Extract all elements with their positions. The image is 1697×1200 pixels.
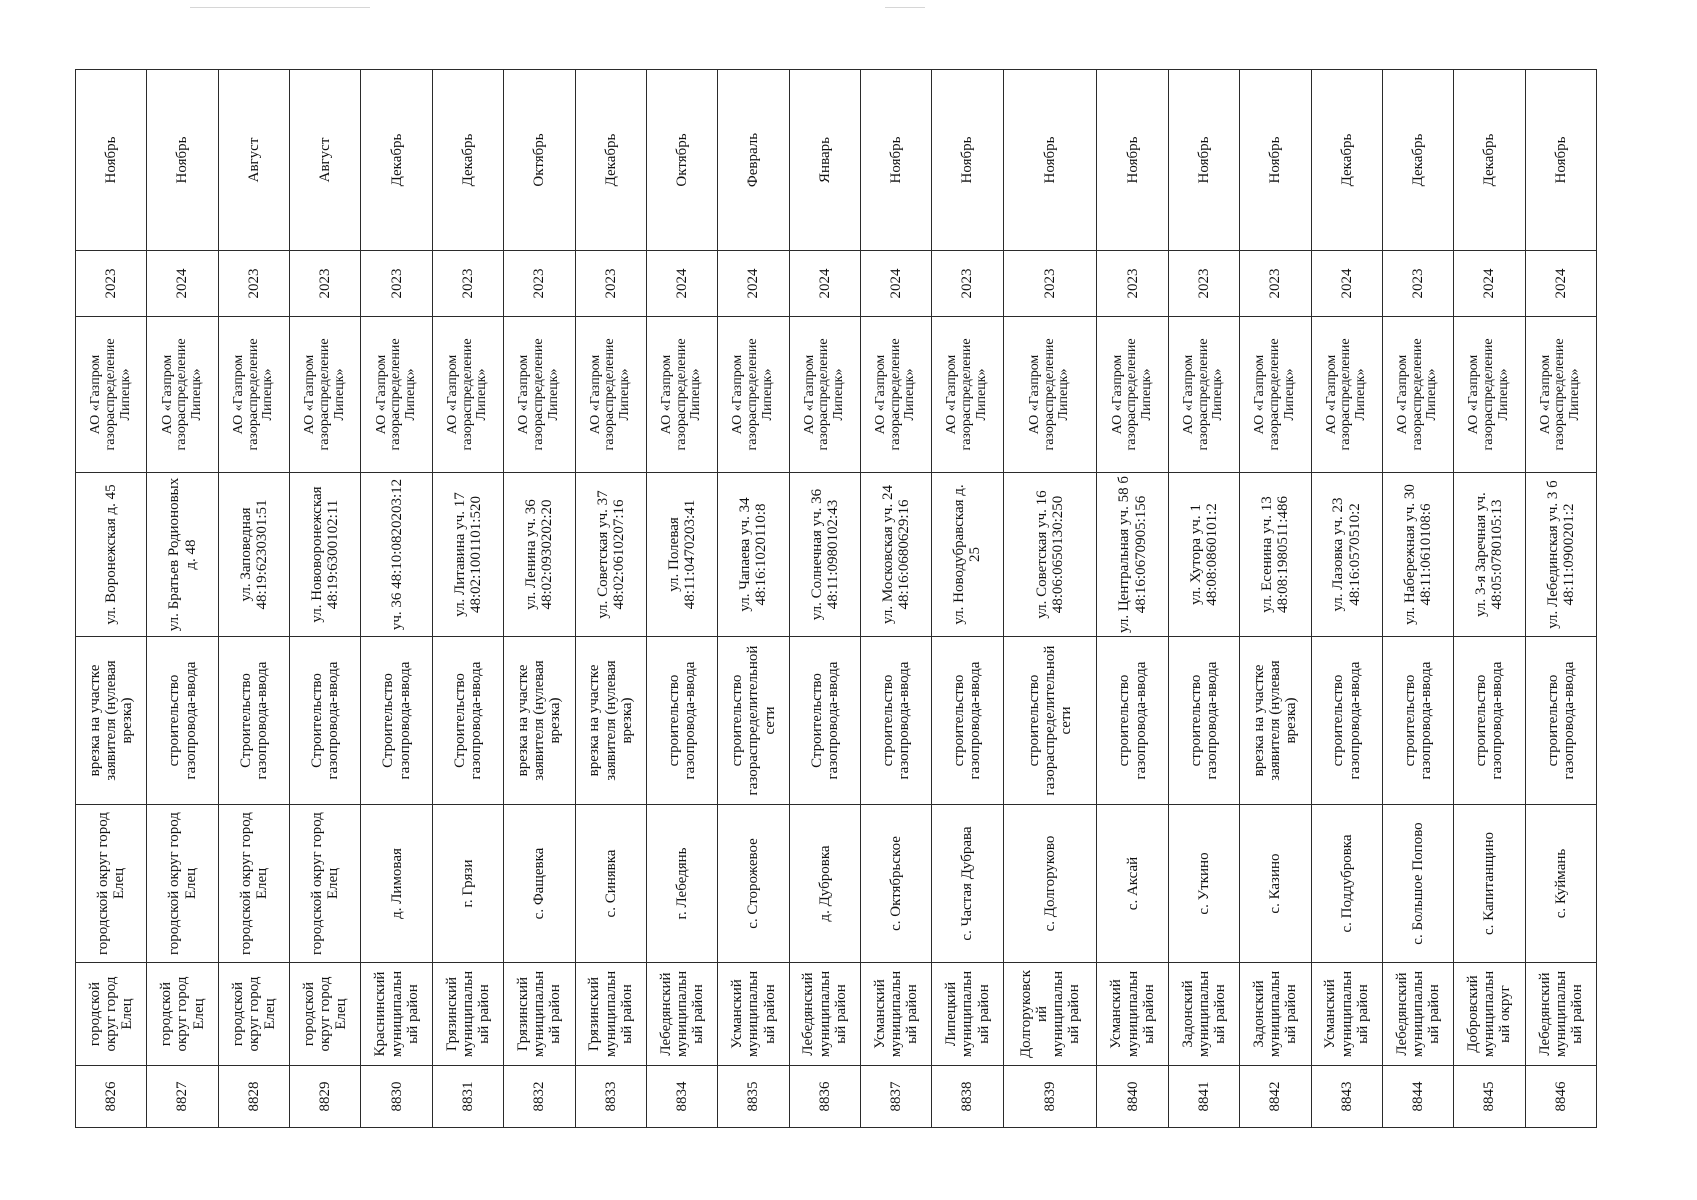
address-cell: ул. Литавина уч. 17 48:02:1001101:520 — [432, 473, 503, 637]
work-type-cell: врезка на участке заявителя (нулевая врезка) — [76, 637, 147, 805]
table-row — [1240, 70, 1311, 1128]
organization-cell: АО «Газпром газораспределение Липецк» — [361, 317, 432, 473]
work-type-cell: строительство газопровода-ввода — [147, 637, 218, 805]
work-type-cell: Строительство газопровода-ввода — [432, 637, 503, 805]
address-cell: ул. Лазовка уч. 23 48:16:0570510:2 — [1311, 473, 1382, 637]
table-row — [361, 70, 432, 1128]
work-type-cell: врезка на участке заявителя (нулевая врезка) — [504, 637, 575, 805]
address-cell: ул. 3-я Заречная уч. 48:05:0780105:13 — [1454, 473, 1525, 637]
district-cell: Краснинский муниципальный район — [361, 963, 432, 1066]
table-row — [860, 70, 931, 1128]
district-cell: Грязинский муниципальный район — [432, 963, 503, 1066]
address-cell: ул. Московская уч. 24 48:16:0680629:16 — [860, 473, 931, 637]
address-cell: ул. Ленина уч. 36 48:02:0930202:20 — [504, 473, 575, 637]
month-cell: Декабрь — [1454, 70, 1525, 251]
district-cell: городской округ город Елец — [290, 963, 361, 1066]
work-type-cell: врезка на участке заявителя (нулевая врезка) — [1240, 637, 1311, 805]
organization-cell: АО «Газпром газораспределение Липецк» — [1382, 317, 1453, 473]
address-cell: ул. Советская уч. 16 48:06:0650130:250 — [1003, 473, 1097, 637]
district-cell: Грязинский муниципальный район — [575, 963, 646, 1066]
year-cell: 2023 — [1240, 251, 1311, 317]
work-type-cell: строительство газопровода-ввода — [1168, 637, 1239, 805]
address-cell: ул. Полевая 48:11:0470203:41 — [646, 473, 717, 637]
table-row — [1003, 70, 1097, 1128]
address-cell: ул. Братьев Родионовых д. 48 — [147, 473, 218, 637]
row-number-cell: 8827 — [147, 1066, 218, 1128]
address-cell: ул. Воронежская д. 45 — [76, 473, 147, 637]
month-cell: Ноябрь — [1168, 70, 1239, 251]
locality-cell: г. Грязи — [432, 805, 503, 963]
organization-cell: АО «Газпром газораспределение Липецк» — [1454, 317, 1525, 473]
table-body — [76, 70, 1597, 1128]
locality-cell: с. Октябрьское — [860, 805, 931, 963]
year-cell: 2023 — [575, 251, 646, 317]
row-number-cell: 8843 — [1311, 1066, 1382, 1128]
district-cell: Лебедянский муниципальный район — [646, 963, 717, 1066]
district-cell: Липецкий муниципальный район — [932, 963, 1003, 1066]
row-number-cell: 8845 — [1454, 1066, 1525, 1128]
work-type-cell: строительство газопровода-ввода — [646, 637, 717, 805]
year-cell: 2024 — [860, 251, 931, 317]
locality-cell: д. Дубровка — [789, 805, 860, 963]
month-cell: Декабрь — [432, 70, 503, 251]
table-row — [76, 70, 147, 1128]
year-cell: 2024 — [1454, 251, 1525, 317]
month-cell: Ноябрь — [1097, 70, 1168, 251]
organization-cell: АО «Газпром газораспределение Липецк» — [432, 317, 503, 473]
table-row — [1454, 70, 1525, 1128]
organization-cell: АО «Газпром газораспределение Липецк» — [646, 317, 717, 473]
row-number-cell: 8830 — [361, 1066, 432, 1128]
year-cell: 2023 — [76, 251, 147, 317]
month-cell: Ноябрь — [932, 70, 1003, 251]
row-number-cell: 8826 — [76, 1066, 147, 1128]
year-cell: 2023 — [932, 251, 1003, 317]
month-cell: Ноябрь — [1525, 70, 1596, 251]
row-number-cell: 8838 — [932, 1066, 1003, 1128]
work-type-cell: Строительство газопровода-ввода — [789, 637, 860, 805]
locality-cell: городской округ город Елец — [290, 805, 361, 963]
work-type-cell: строительство газопровода-ввода — [860, 637, 931, 805]
table-row — [646, 70, 717, 1128]
address-cell: ул. Солнечная уч. 36 48:11:0980102:43 — [789, 473, 860, 637]
locality-cell: с. Капитанщино — [1454, 805, 1525, 963]
organization-cell: АО «Газпром газораспределение Липецк» — [76, 317, 147, 473]
table-row — [1525, 70, 1596, 1128]
organization-cell: АО «Газпром газораспределение Липецк» — [718, 317, 789, 473]
locality-cell: с. Казино — [1240, 805, 1311, 963]
month-cell: Январь — [789, 70, 860, 251]
year-cell: 2024 — [718, 251, 789, 317]
work-type-cell: Строительство газопровода-ввода — [361, 637, 432, 805]
work-type-cell: строительство газораспределительной сети — [718, 637, 789, 805]
work-type-cell: Строительство газопровода-ввода — [290, 637, 361, 805]
table-row — [290, 70, 361, 1128]
year-cell: 2024 — [1311, 251, 1382, 317]
address-cell: ул. Есенина уч. 13 48:08:1980511:486 — [1240, 473, 1311, 637]
organization-cell: АО «Газпром газораспределение Липецк» — [1168, 317, 1239, 473]
locality-cell: д. Лимовая — [361, 805, 432, 963]
work-type-cell: строительство газораспределительной сети — [1003, 637, 1097, 805]
locality-cell: с. Уткино — [1168, 805, 1239, 963]
table-row — [1097, 70, 1168, 1128]
row-number-cell: 8829 — [290, 1066, 361, 1128]
locality-cell: с. Частая Дубрава — [932, 805, 1003, 963]
organization-cell: АО «Газпром газораспределение Липецк» — [1003, 317, 1097, 473]
month-cell: Ноябрь — [147, 70, 218, 251]
address-cell: ул. Чапаева уч. 34 48:16:1020110:8 — [718, 473, 789, 637]
month-cell: Август — [218, 70, 289, 251]
district-cell: Задонский муниципальный район — [1168, 963, 1239, 1066]
work-type-cell: строительство газопровода-ввода — [1525, 637, 1596, 805]
scan-artifact — [885, 7, 925, 8]
work-type-cell: Строительство газопровода-ввода — [218, 637, 289, 805]
district-cell: Грязинский муниципальный район — [504, 963, 575, 1066]
organization-cell: АО «Газпром газораспределение Липецк» — [218, 317, 289, 473]
table-row — [789, 70, 860, 1128]
year-cell: 2024 — [789, 251, 860, 317]
locality-cell: с. Сторожевое — [718, 805, 789, 963]
table-row — [1382, 70, 1453, 1128]
month-cell: Декабрь — [1382, 70, 1453, 251]
row-number-cell: 8833 — [575, 1066, 646, 1128]
locality-cell: городской округ город Елец — [218, 805, 289, 963]
row-number-cell: 8841 — [1168, 1066, 1239, 1128]
table-row — [718, 70, 789, 1128]
locality-cell: с. Куймань — [1525, 805, 1596, 963]
district-cell: Добровский муниципальный округ — [1454, 963, 1525, 1066]
row-number-cell: 8837 — [860, 1066, 931, 1128]
table-row — [932, 70, 1003, 1128]
year-cell: 2023 — [1168, 251, 1239, 317]
work-type-cell: строительство газопровода-ввода — [1311, 637, 1382, 805]
district-cell: городской округ город Елец — [76, 963, 147, 1066]
month-cell: Декабрь — [1311, 70, 1382, 251]
organization-cell: АО «Газпром газораспределение Липецк» — [1525, 317, 1596, 473]
locality-cell: городской округ город Елец — [76, 805, 147, 963]
year-cell: 2024 — [147, 251, 218, 317]
address-cell: ул. Заповедная 48:19:6230301:51 — [218, 473, 289, 637]
locality-cell: с. Фащевка — [504, 805, 575, 963]
district-cell: Лебедянский муниципальный район — [1382, 963, 1453, 1066]
row-number-cell: 8828 — [218, 1066, 289, 1128]
table-row — [1168, 70, 1239, 1128]
row-number-cell: 8844 — [1382, 1066, 1453, 1128]
month-cell: Ноябрь — [76, 70, 147, 251]
year-cell: 2023 — [504, 251, 575, 317]
district-cell: Усманский муниципальный район — [718, 963, 789, 1066]
month-cell: Декабрь — [575, 70, 646, 251]
rotated-table-container — [75, 70, 1597, 1128]
work-type-cell: строительство газопровода-ввода — [1382, 637, 1453, 805]
locality-cell: с. Поддубровка — [1311, 805, 1382, 963]
table-row — [1311, 70, 1382, 1128]
row-number-cell: 8836 — [789, 1066, 860, 1128]
row-number-cell: 8846 — [1525, 1066, 1596, 1128]
district-cell: Усманский муниципальный район — [860, 963, 931, 1066]
table-row — [432, 70, 503, 1128]
year-cell: 2023 — [290, 251, 361, 317]
year-cell: 2024 — [646, 251, 717, 317]
work-type-cell: строительство газопровода-ввода — [1454, 637, 1525, 805]
year-cell: 2023 — [1003, 251, 1097, 317]
month-cell: Ноябрь — [1240, 70, 1311, 251]
address-cell: уч. 36 48:10:0820203:12 — [361, 473, 432, 637]
year-cell: 2024 — [1525, 251, 1596, 317]
address-cell: ул. Новодубравская д. 25 — [932, 473, 1003, 637]
locality-cell: г. Лебедянь — [646, 805, 717, 963]
organization-cell: АО «Газпром газораспределение Липецк» — [575, 317, 646, 473]
locality-cell: с. Большое Попово — [1382, 805, 1453, 963]
district-cell: Долгоруковский муниципальный район — [1003, 963, 1097, 1066]
organization-cell: АО «Газпром газораспределение Липецк» — [789, 317, 860, 473]
month-cell: Октябрь — [646, 70, 717, 251]
district-cell: Усманский муниципальный район — [1097, 963, 1168, 1066]
month-cell: Ноябрь — [1003, 70, 1097, 251]
year-cell: 2023 — [218, 251, 289, 317]
month-cell: Декабрь — [361, 70, 432, 251]
organization-cell: АО «Газпром газораспределение Липецк» — [504, 317, 575, 473]
district-cell: городской округ город Елец — [147, 963, 218, 1066]
district-cell: Лебедянский муниципальный район — [789, 963, 860, 1066]
year-cell: 2023 — [361, 251, 432, 317]
table-row — [504, 70, 575, 1128]
district-cell: Усманский муниципальный район — [1311, 963, 1382, 1066]
organization-cell: АО «Газпром газораспределение Липецк» — [932, 317, 1003, 473]
organization-cell: АО «Газпром газораспределение Липецк» — [1311, 317, 1382, 473]
year-cell: 2023 — [1382, 251, 1453, 317]
row-number-cell: 8840 — [1097, 1066, 1168, 1128]
organization-cell: АО «Газпром газораспределение Липецк» — [147, 317, 218, 473]
district-cell: городской округ город Елец — [218, 963, 289, 1066]
year-cell: 2023 — [1097, 251, 1168, 317]
organization-cell: АО «Газпром газораспределение Липецк» — [1097, 317, 1168, 473]
month-cell: Октябрь — [504, 70, 575, 251]
organization-cell: АО «Газпром газораспределение Липецк» — [1240, 317, 1311, 473]
address-cell: ул. Лебединская уч. 3 б 48:11:0900201:2 — [1525, 473, 1596, 637]
row-number-cell: 8832 — [504, 1066, 575, 1128]
month-cell: Ноябрь — [860, 70, 931, 251]
scan-artifact — [190, 7, 370, 8]
address-cell: ул. Нововоронежская 48:19:6300102:11 — [290, 473, 361, 637]
locality-cell: с. Долгоруково — [1003, 805, 1097, 963]
row-number-cell: 8834 — [646, 1066, 717, 1128]
registry-table — [75, 69, 1597, 1128]
district-cell: Лебедянский муниципальный район — [1525, 963, 1596, 1066]
address-cell: ул. Центральная уч. 58 б 48:16:0670905:156 — [1097, 473, 1168, 637]
organization-cell: АО «Газпром газораспределение Липецк» — [860, 317, 931, 473]
work-type-cell: строительство газопровода-ввода — [1097, 637, 1168, 805]
row-number-cell: 8839 — [1003, 1066, 1097, 1128]
work-type-cell: строительство газопровода-ввода — [932, 637, 1003, 805]
row-number-cell: 8842 — [1240, 1066, 1311, 1128]
locality-cell: городской округ город Елец — [147, 805, 218, 963]
row-number-cell: 8835 — [718, 1066, 789, 1128]
address-cell: ул. Советская уч. 37 48:02:0610207:16 — [575, 473, 646, 637]
table-row — [575, 70, 646, 1128]
district-cell: Задонский муниципальный район — [1240, 963, 1311, 1066]
year-cell: 2023 — [432, 251, 503, 317]
row-number-cell: 8831 — [432, 1066, 503, 1128]
month-cell: Август — [290, 70, 361, 251]
locality-cell: с. Аксай — [1097, 805, 1168, 963]
address-cell: ул. Набережная уч. 30 48:11:0610108:6 — [1382, 473, 1453, 637]
month-cell: Февраль — [718, 70, 789, 251]
table-row — [147, 70, 218, 1128]
table-row — [218, 70, 289, 1128]
address-cell: ул. Хутора уч. 1 48:08:0860101:2 — [1168, 473, 1239, 637]
work-type-cell: врезка на участке заявителя (нулевая врезка) — [575, 637, 646, 805]
locality-cell: с. Синявка — [575, 805, 646, 963]
organization-cell: АО «Газпром газораспределение Липецк» — [290, 317, 361, 473]
